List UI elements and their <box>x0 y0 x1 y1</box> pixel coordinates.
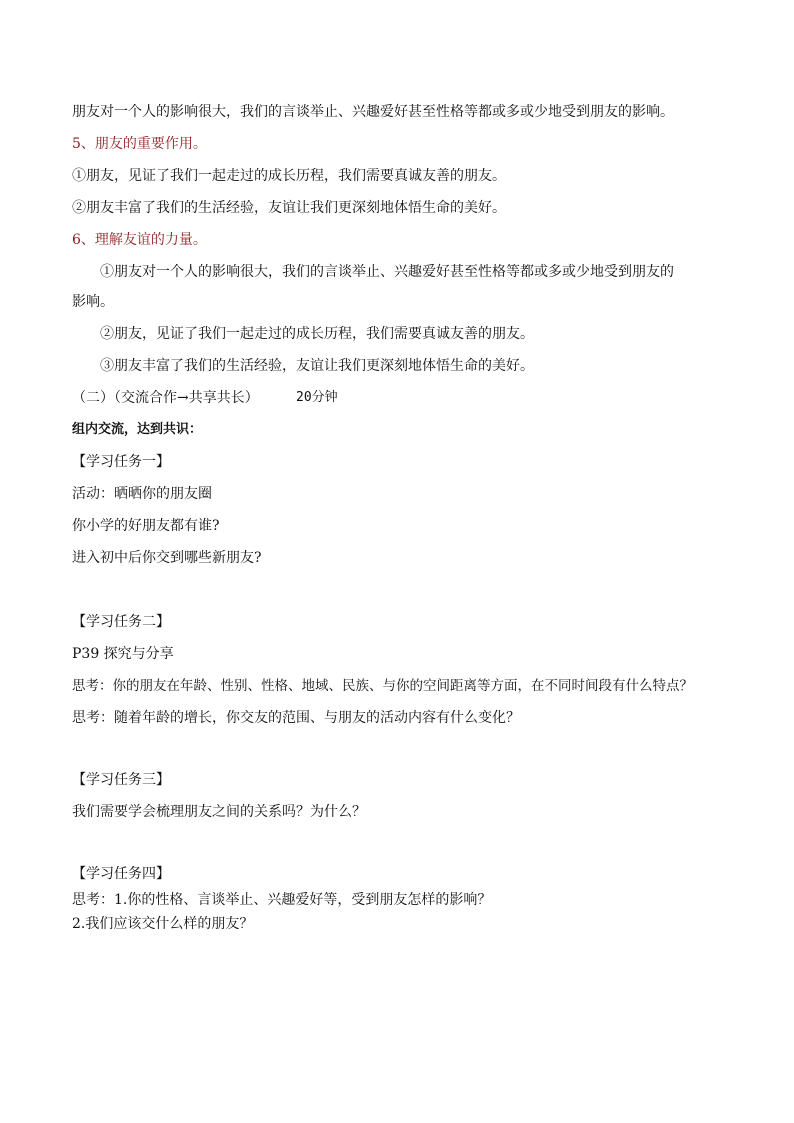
task-4-title: 【学习任务四】 <box>72 866 170 882</box>
task-4-question-2: 2.我们应该交什么样的朋友？ <box>72 916 254 932</box>
heading-6: 6、理解友谊的力量。 <box>72 232 207 248</box>
task-1-activity: 活动：晒晒你的朋友圈 <box>72 486 212 502</box>
heading-5: 5、朋友的重要作用。 <box>72 136 207 152</box>
paragraph-6b: ②朋友，见证了我们一起走过的成长历程，我们需要真诚友善的朋友。 <box>100 326 534 342</box>
task-3-question: 我们需要学会梳理朋友之间的关系吗？为什么？ <box>72 804 366 820</box>
paragraph-friend-influence: 朋友对一个人的影响很大，我们的言谈举止、兴趣爱好甚至性格等都或多或少地受到朋友的影响。 <box>72 104 674 120</box>
task-2-question-1: 思考：你的朋友在年龄、性别、性格、地域、民族、与你的空间距离等方面，在不同时间段有什么特点？ <box>72 678 693 694</box>
paragraph-6a-line2: 影响。 <box>72 294 114 310</box>
section-2-time: 20分钟 <box>296 390 338 405</box>
paragraph-5a: ①朋友，见证了我们一起走过的成长历程，我们需要真诚友善的朋友。 <box>72 168 506 184</box>
task-3-title: 【学习任务三】 <box>72 772 170 788</box>
task-1-title: 【学习任务一】 <box>72 454 170 470</box>
task-2-question-2: 思考：随着年龄的增长，你交友的范围、与朋友的活动内容有什么变化？ <box>72 710 520 726</box>
paragraph-6a-line1: ①朋友对一个人的影响很大，我们的言谈举止、兴趣爱好甚至性格等都或多或少地受到朋友的 <box>100 264 674 280</box>
task-1-question-1: 你小学的好朋友都有谁? <box>72 518 220 534</box>
group-discussion-heading: 组内交流，达到共识： <box>72 422 203 437</box>
paragraph-5b: ②朋友丰富了我们的生活经验，友谊让我们更深刻地体悟生命的美好。 <box>72 200 506 216</box>
section-2-label: （二）（交流合作→共享共长） <box>72 390 259 406</box>
task-4-question-1: 思考：1.你的性格、言谈举止、兴趣爱好等，受到朋友怎样的影响？ <box>72 892 492 908</box>
task-1-question-2: 进入初中后你交到哪些新朋友? <box>72 550 262 566</box>
paragraph-6c: ③朋友丰富了我们的生活经验，友谊让我们更深刻地体悟生命的美好。 <box>100 358 534 374</box>
task-2-title: 【学习任务二】 <box>72 614 170 630</box>
task-2-page-ref: P39 探究与分享 <box>72 646 174 662</box>
